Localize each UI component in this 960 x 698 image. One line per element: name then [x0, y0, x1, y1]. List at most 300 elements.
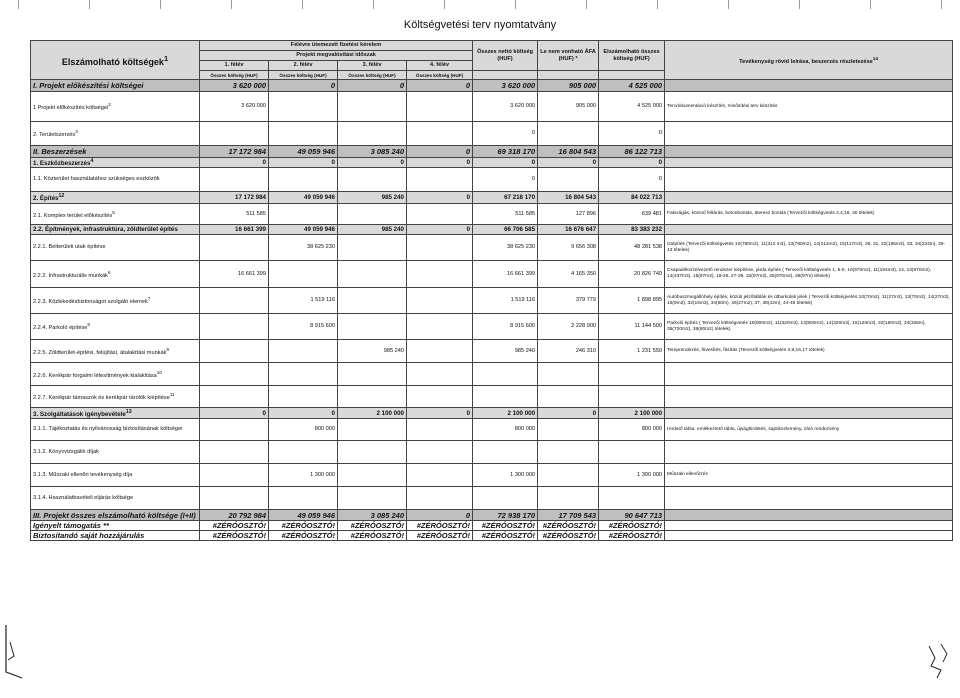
footnote-mark: 8 — [87, 322, 91, 328]
row-label-text: 1. Eszközbeszerzés — [33, 160, 91, 168]
cell-eligible-total: 2 100 000 — [599, 408, 665, 419]
cell-vat — [538, 386, 599, 408]
cell-half-4 — [407, 122, 473, 146]
cell-vat: 905 000 — [538, 92, 599, 122]
cell-total-net: 511 585 — [473, 204, 538, 225]
footnote-mark: 5 — [112, 209, 115, 215]
cell-half-3: #ZÉRÓOSZTÓ! — [338, 521, 407, 531]
row-label — [31, 363, 200, 386]
cell-half-3: 3 085 240 — [338, 510, 407, 521]
cell-half-4 — [407, 314, 473, 340]
cell-half-2 — [269, 168, 338, 192]
cell-half-3 — [338, 261, 407, 288]
document-title: Költségvetési terv nyomtatvány — [403, 19, 557, 31]
row-label-text: 3.1.2. Könyvvizsgálói díjak — [33, 448, 99, 455]
ruler-tick — [302, 0, 303, 9]
cell-half-1 — [200, 464, 269, 487]
row-label — [31, 386, 200, 408]
cell-half-2 — [269, 261, 338, 288]
cell-half-1: 16 661 399 — [200, 225, 269, 235]
header-subtotal-2: Összes költség (HUF) — [269, 71, 338, 80]
table-row — [31, 192, 953, 204]
cell-total-net: 16 661 399 — [473, 261, 538, 288]
cell-half-1: 0 — [200, 408, 269, 419]
row-label-text: 2.2.3. Közlekedésbiztonságot szolgáló elemek — [33, 298, 148, 305]
cell-eligible-total — [599, 487, 665, 510]
row-label — [31, 408, 200, 419]
ruler-tick — [231, 0, 232, 9]
cell-activity-description — [665, 225, 953, 235]
cell-activity-description: Hirdető tábla, emlékeztető tábla, újsághirdetés, sajtóközlemény, záró rendezvény — [665, 419, 953, 441]
cell-half-2: 38 625 230 — [269, 235, 338, 261]
header-vat: Le nem vonható ÁFA (HUF) * — [538, 41, 599, 71]
cell-half-1 — [200, 235, 269, 261]
cell-half-3 — [338, 314, 407, 340]
cell-total-net: 2 100 000 — [473, 408, 538, 419]
row-label — [31, 314, 200, 340]
cell-half-2: 8 915 600 — [269, 314, 338, 340]
header-activity: Tevékenység rövid leírása, beszerzés részletezése$^{14}$ — [665, 41, 953, 80]
cell-activity-description — [665, 441, 953, 464]
cell-total-net: 0 — [473, 168, 538, 192]
cell-eligible-total: 1 898 895 — [599, 288, 665, 314]
cell-eligible-total: 84 022 713 — [599, 192, 665, 204]
table-row — [31, 464, 953, 487]
cell-vat — [538, 419, 599, 441]
cell-eligible-total: 0 — [599, 168, 665, 192]
cell-half-2 — [269, 363, 338, 386]
table-row — [31, 80, 953, 92]
cell-half-2: 0 — [269, 408, 338, 419]
row-label — [31, 92, 200, 122]
row-label — [31, 521, 200, 531]
table-row — [31, 122, 953, 146]
cell-activity-description: Parkoló építés ( Tervezői költségvetés 10(800m2), 11(320m3), 13(800m2), 14(320m3), 15(120m3), 32(160m3), 34(328m), 35(720m2), 36(80m2) tételek) — [665, 314, 953, 340]
row-label — [31, 531, 200, 541]
cell-half-2 — [269, 441, 338, 464]
cell-activity-description — [665, 521, 953, 531]
row-label — [31, 192, 200, 204]
cell-eligible-total: 639 481 — [599, 204, 665, 225]
cell-total-net: 72 938 170 — [473, 510, 538, 521]
cell-total-net: 3 620 000 — [473, 92, 538, 122]
cell-half-3 — [338, 464, 407, 487]
cell-half-1: 3 620 000 — [200, 92, 269, 122]
table-row — [31, 204, 953, 225]
cell-activity-description: Tereprendezés, füvesítés, fásítás (Tervezői költségvetés 3,9,16,17 tételek) — [665, 340, 953, 363]
table-row — [31, 288, 953, 314]
row-label-text: 1 Projekt előkészítés költségei — [33, 104, 109, 111]
row-label-text: 3. Szolgáltatások igénybevétele — [33, 410, 126, 418]
footnote-mark: 4 — [90, 158, 94, 164]
cell-total-net: 66 706 585 — [473, 225, 538, 235]
cell-vat: 16 804 543 — [538, 146, 599, 158]
header-subtotal-1: Összes költség (HUF) — [200, 71, 269, 80]
cell-eligible-total: 0 — [599, 158, 665, 168]
cell-half-4 — [407, 92, 473, 122]
cell-half-1: #ZÉRÓOSZTÓ! — [200, 521, 269, 531]
cell-half-4: 0 — [407, 158, 473, 168]
cell-half-3: 3 085 240 — [338, 146, 407, 158]
cell-vat: 2 228 900 — [538, 314, 599, 340]
cell-half-2: #ZÉRÓOSZTÓ! — [269, 521, 338, 531]
cell-vat: #ZÉRÓOSZTÓ! — [538, 521, 599, 531]
row-label-text: 2.2.5. Zöldterület-építési, felújítási, átalakítási munkák — [33, 349, 167, 356]
cell-half-4 — [407, 386, 473, 408]
cell-half-1 — [200, 340, 269, 363]
table-row — [31, 531, 953, 541]
cell-activity-description — [665, 158, 953, 168]
cell-half-3: #ZÉRÓOSZTÓ! — [338, 531, 407, 541]
row-label-text: II. Beszerzések — [33, 147, 87, 156]
cell-total-net: 3 620 000 — [473, 80, 538, 92]
row-label-text: 1.1. Közterület használatához szükséges eszközök — [33, 176, 160, 183]
cell-eligible-total — [599, 363, 665, 386]
table-row — [31, 314, 953, 340]
cell-half-4: 0 — [407, 225, 473, 235]
header-subtotal-4: Összes költség (HUF) — [407, 71, 473, 80]
cell-half-4 — [407, 487, 473, 510]
cell-eligible-total: 90 647 713 — [599, 510, 665, 521]
cell-half-1: 0 — [200, 158, 269, 168]
cell-half-2: #ZÉRÓOSZTÓ! — [269, 531, 338, 541]
cell-half-3 — [338, 386, 407, 408]
row-label-text: III. Projekt összes elszámolható költsége (I+II) — [33, 510, 196, 520]
cell-eligible-total — [599, 441, 665, 464]
row-label-text: I. Projekt előkészítési költségei — [33, 81, 144, 90]
cell-half-4: 0 — [407, 510, 473, 521]
cell-half-1: 20 792 984 — [200, 510, 269, 521]
footnote-mark: 6 — [107, 269, 111, 275]
cell-total-net — [473, 363, 538, 386]
cell-half-1 — [200, 168, 269, 192]
cell-half-2: 0 — [269, 80, 338, 92]
row-label — [31, 340, 200, 363]
table-row — [31, 363, 953, 386]
cell-vat: 0 — [538, 158, 599, 168]
row-label-text: 2. Építés — [33, 195, 59, 203]
stamp-mark — [0, 620, 30, 680]
row-label-text: 3.1.4. Használatbavételi eljárás költsége — [33, 494, 134, 501]
row-label — [31, 146, 200, 158]
cell-vat — [538, 464, 599, 487]
row-label — [31, 464, 200, 487]
cell-eligible-total: 0 — [599, 122, 665, 146]
footnote-mark: 13 — [125, 408, 132, 415]
row-label — [31, 168, 200, 192]
cell-activity-description: Fakivágás, közmű feltárás, betonbontás, áteresz bontás (Tervezői költségvetés 2,4,18, 30 tételek) — [665, 204, 953, 225]
cell-half-4: #ZÉRÓOSZTÓ! — [407, 521, 473, 531]
row-label-text: 2.2.6. Kerékpár forgalmi létesítmények kialakítása — [33, 372, 157, 379]
row-label-text: 2.2. Építmények, infrastruktúra, zöldterület építés — [33, 226, 178, 234]
cell-activity-description: Csapadékvízelvezető rendszer kiépítése, járda építés ( Tervezői költségvetés 1, 5-8, 10(970m2), 11(194m3), 12, 13(970m2), 14(437m3), 15(97m3), 19-25, 27-29, 32(97m3), 35(970m2), 36(97m) tételek) — [665, 261, 953, 288]
cell-half-1 — [200, 419, 269, 441]
cell-half-3 — [338, 92, 407, 122]
cell-total-net: 69 318 170 — [473, 146, 538, 158]
header-half-3: 3. félév — [338, 61, 407, 71]
cell-activity-description — [665, 168, 953, 192]
cell-eligible-total: #ZÉRÓOSZTÓ! — [599, 521, 665, 531]
cell-total-net: 0 — [473, 122, 538, 146]
cell-total-net: 8 915 600 — [473, 314, 538, 340]
table-row — [31, 235, 953, 261]
footnote-mark: 12 — [58, 193, 65, 200]
cell-half-2 — [269, 122, 338, 146]
cell-total-net: 38 625 230 — [473, 235, 538, 261]
cell-half-4: 0 — [407, 146, 473, 158]
cell-vat: 9 656 308 — [538, 235, 599, 261]
cell-half-4: 0 — [407, 408, 473, 419]
cell-half-4 — [407, 419, 473, 441]
cell-eligible-total: 4 525 000 — [599, 80, 665, 92]
cell-half-3 — [338, 441, 407, 464]
cell-half-1: 17 172 984 — [200, 146, 269, 158]
cell-half-1 — [200, 288, 269, 314]
cell-vat: 905 000 — [538, 80, 599, 92]
cell-total-net — [473, 441, 538, 464]
cell-eligible-total: 4 525 000 — [599, 92, 665, 122]
ruler-ticks — [18, 0, 948, 10]
header-eligible-total: Elszámolható összes költség (HUF) — [599, 41, 665, 71]
cell-half-1 — [200, 314, 269, 340]
cell-half-1 — [200, 441, 269, 464]
signature-mark — [925, 640, 953, 680]
cell-half-3 — [338, 288, 407, 314]
cell-activity-description — [665, 363, 953, 386]
ruler-tick — [515, 0, 516, 9]
cell-half-3 — [338, 204, 407, 225]
cell-half-1 — [200, 122, 269, 146]
cell-eligible-total: #ZÉRÓOSZTÓ! — [599, 531, 665, 541]
table-row — [31, 521, 953, 531]
cell-half-4: #ZÉRÓOSZTÓ! — [407, 531, 473, 541]
header-half-1: 1. félév — [200, 61, 269, 71]
cell-half-1 — [200, 386, 269, 408]
footnote-mark: 11 — [169, 392, 175, 398]
cell-activity-description — [665, 80, 953, 92]
footnote-mark: 3 — [75, 129, 78, 135]
cell-half-2: 800 000 — [269, 419, 338, 441]
cell-half-1: 511 585 — [200, 204, 269, 225]
row-label — [31, 204, 200, 225]
cell-activity-description — [665, 487, 953, 510]
cell-vat: 4 165 350 — [538, 261, 599, 288]
cell-half-3: 985 240 — [338, 192, 407, 204]
ruler-tick — [444, 0, 445, 9]
row-label — [31, 261, 200, 288]
cell-activity-description — [665, 531, 953, 541]
cell-half-2: 49 059 946 — [269, 192, 338, 204]
row-label — [31, 288, 200, 314]
cell-half-4 — [407, 464, 473, 487]
ruler-tick — [728, 0, 729, 9]
ruler-tick — [586, 0, 587, 9]
cell-vat: 127 896 — [538, 204, 599, 225]
row-label-text: Biztosítandó saját hozzájárulás — [33, 531, 145, 541]
cell-half-3: 985 240 — [338, 340, 407, 363]
row-label — [31, 158, 200, 168]
cell-activity-description — [665, 146, 953, 158]
ruler-tick — [799, 0, 800, 9]
table-row — [31, 158, 953, 168]
cell-half-4 — [407, 441, 473, 464]
cell-activity-description — [665, 386, 953, 408]
table-row — [31, 386, 953, 408]
cell-vat: 16 804 543 — [538, 192, 599, 204]
row-label — [31, 235, 200, 261]
table-row — [31, 261, 953, 288]
cell-vat: #ZÉRÓOSZTÓ! — [538, 531, 599, 541]
row-label — [31, 419, 200, 441]
cell-eligible-total: 1 300 000 — [599, 464, 665, 487]
cell-half-2: 0 — [269, 158, 338, 168]
cell-half-2: 49 059 946 — [269, 146, 338, 158]
row-label — [31, 510, 200, 521]
cell-half-2: 49 059 946 — [269, 225, 338, 235]
cell-activity-description — [665, 408, 953, 419]
cell-half-4 — [407, 235, 473, 261]
cell-vat: 17 709 543 — [538, 510, 599, 521]
cell-half-3 — [338, 419, 407, 441]
cell-half-1: 17 172 984 — [200, 192, 269, 204]
header-schedule: Félévre ütemezett fizetési kérelem — [200, 41, 473, 51]
table-row — [31, 510, 953, 521]
cell-eligible-total: 1 231 550 — [599, 340, 665, 363]
cell-half-2 — [269, 204, 338, 225]
cell-half-4 — [407, 340, 473, 363]
cell-eligible-total: 86 122 713 — [599, 146, 665, 158]
header-period: Projekt megvalósítási időszak — [200, 51, 473, 61]
cell-eligible-total: 83 383 232 — [599, 225, 665, 235]
cell-vat: 16 676 647 — [538, 225, 599, 235]
row-label-text: 3.1.1. Tájékoztatás és nyilvánosság biztosításának költségei — [33, 426, 183, 433]
table-row — [31, 225, 953, 235]
cell-half-4: 0 — [407, 80, 473, 92]
cell-vat: 0 — [538, 408, 599, 419]
table-row — [31, 146, 953, 158]
cell-total-net: 1 300 000 — [473, 464, 538, 487]
footnote-mark: 9 — [166, 346, 169, 352]
cell-eligible-total: 11 144 500 — [599, 314, 665, 340]
table-row — [31, 419, 953, 441]
cell-half-4 — [407, 288, 473, 314]
cell-activity-description — [665, 510, 953, 521]
cell-vat — [538, 363, 599, 386]
ruler-tick — [870, 0, 871, 9]
cell-eligible-total: 48 281 538 — [599, 235, 665, 261]
cell-eligible-total: 20 826 749 — [599, 261, 665, 288]
cell-activity-description: Autóbuszmegállóhely építés, közúti jelzőtáblák és útburkolati jelek ( Tervezői költségvetés 10(70m2), 11(27m3), 13(70m2), 14(27m3), 15(9m3), 32(15m3), 34(60m), 36(27m2), 37, 38(42m), 44-46 tételek) — [665, 288, 953, 314]
cell-activity-description — [665, 192, 953, 204]
cell-half-3 — [338, 363, 407, 386]
ruler-tick — [160, 0, 161, 9]
cell-half-4 — [407, 204, 473, 225]
cell-half-2 — [269, 386, 338, 408]
cell-half-2 — [269, 340, 338, 363]
cell-total-net: #ZÉRÓOSZTÓ! — [473, 531, 538, 541]
ruler-tick — [89, 0, 90, 9]
cell-total-net: #ZÉRÓOSZTÓ! — [473, 521, 538, 531]
cell-activity-description — [665, 122, 953, 146]
cell-half-4: 0 — [407, 192, 473, 204]
cell-half-1 — [200, 363, 269, 386]
header-total-net: Összes nettó költség (HUF) — [473, 41, 538, 71]
cell-half-3 — [338, 168, 407, 192]
cell-activity-description: Műszaki ellenőrzés — [665, 464, 953, 487]
row-label-text: 2. Területszerzés — [33, 131, 76, 138]
cell-half-3 — [338, 487, 407, 510]
row-label — [31, 122, 200, 146]
cell-vat — [538, 487, 599, 510]
cell-vat — [538, 441, 599, 464]
cell-half-1: 3 620 000 — [200, 80, 269, 92]
row-label — [31, 441, 200, 464]
cell-activity-description: Útépítés (Tervezői költségvetés 10(780m2), 11(312 m3), 13(780m2), 14(312m3), 15(117m3), 26, 31, 32(195m3), 33, 34(234m), 39-43 tételek) — [665, 235, 953, 261]
row-label — [31, 225, 200, 235]
cell-half-2: 49 059 946 — [269, 510, 338, 521]
ruler-tick — [657, 0, 658, 9]
table-row — [31, 487, 953, 510]
cell-eligible-total — [599, 386, 665, 408]
cell-half-3 — [338, 235, 407, 261]
cell-half-1: 16 661 399 — [200, 261, 269, 288]
cell-vat — [538, 122, 599, 146]
ruler-tick — [941, 0, 942, 9]
cell-total-net — [473, 386, 538, 408]
cell-half-2: 1 300 000 — [269, 464, 338, 487]
cell-half-1 — [200, 487, 269, 510]
cell-vat: 379 779 — [538, 288, 599, 314]
cell-half-3: 0 — [338, 158, 407, 168]
cell-total-net: 800 000 — [473, 419, 538, 441]
cell-total-net: 67 218 170 — [473, 192, 538, 204]
cell-half-3: 2 100 000 — [338, 408, 407, 419]
table-row — [31, 168, 953, 192]
footnote-mark: 2 — [108, 102, 111, 108]
cell-vat — [538, 168, 599, 192]
header-half-4: 4. félév — [407, 61, 473, 71]
cell-activity-description: Tervdokumentáció készítés, minősítési terv készítés — [665, 92, 953, 122]
footnote-mark: 7 — [147, 296, 151, 302]
cell-total-net — [473, 487, 538, 510]
row-label-text: 2.2.1. Belterületi utak építése — [33, 244, 106, 251]
header-subtotal-3: Összes költség (HUF) — [338, 71, 407, 80]
cell-half-2 — [269, 487, 338, 510]
cell-half-3 — [338, 122, 407, 146]
budget-table — [30, 40, 953, 541]
ruler-tick — [373, 0, 374, 9]
row-label-text: 2.2.4. Parkoló építése — [33, 324, 88, 331]
cell-half-4 — [407, 168, 473, 192]
ruler-tick — [18, 0, 19, 9]
cell-half-4 — [407, 363, 473, 386]
cell-total-net: 985 240 — [473, 340, 538, 363]
cell-eligible-total: 800 000 — [599, 419, 665, 441]
cell-total-net: 0 — [473, 158, 538, 168]
row-label — [31, 487, 200, 510]
cell-half-3: 0 — [338, 80, 407, 92]
cell-vat: 246 310 — [538, 340, 599, 363]
cell-half-2 — [269, 92, 338, 122]
header-half-2: 2. félév — [269, 61, 338, 71]
cell-total-net: 1 519 116 — [473, 288, 538, 314]
row-label-text: 2.1. Komplex terület előkészítés — [33, 212, 113, 219]
table-row — [31, 408, 953, 419]
table-row — [31, 340, 953, 363]
cell-half-3: 985 240 — [338, 225, 407, 235]
cell-half-1: #ZÉRÓOSZTÓ! — [200, 531, 269, 541]
row-label-text: 3.1.3. Műszaki ellenőri tevékenység díja — [33, 471, 133, 478]
